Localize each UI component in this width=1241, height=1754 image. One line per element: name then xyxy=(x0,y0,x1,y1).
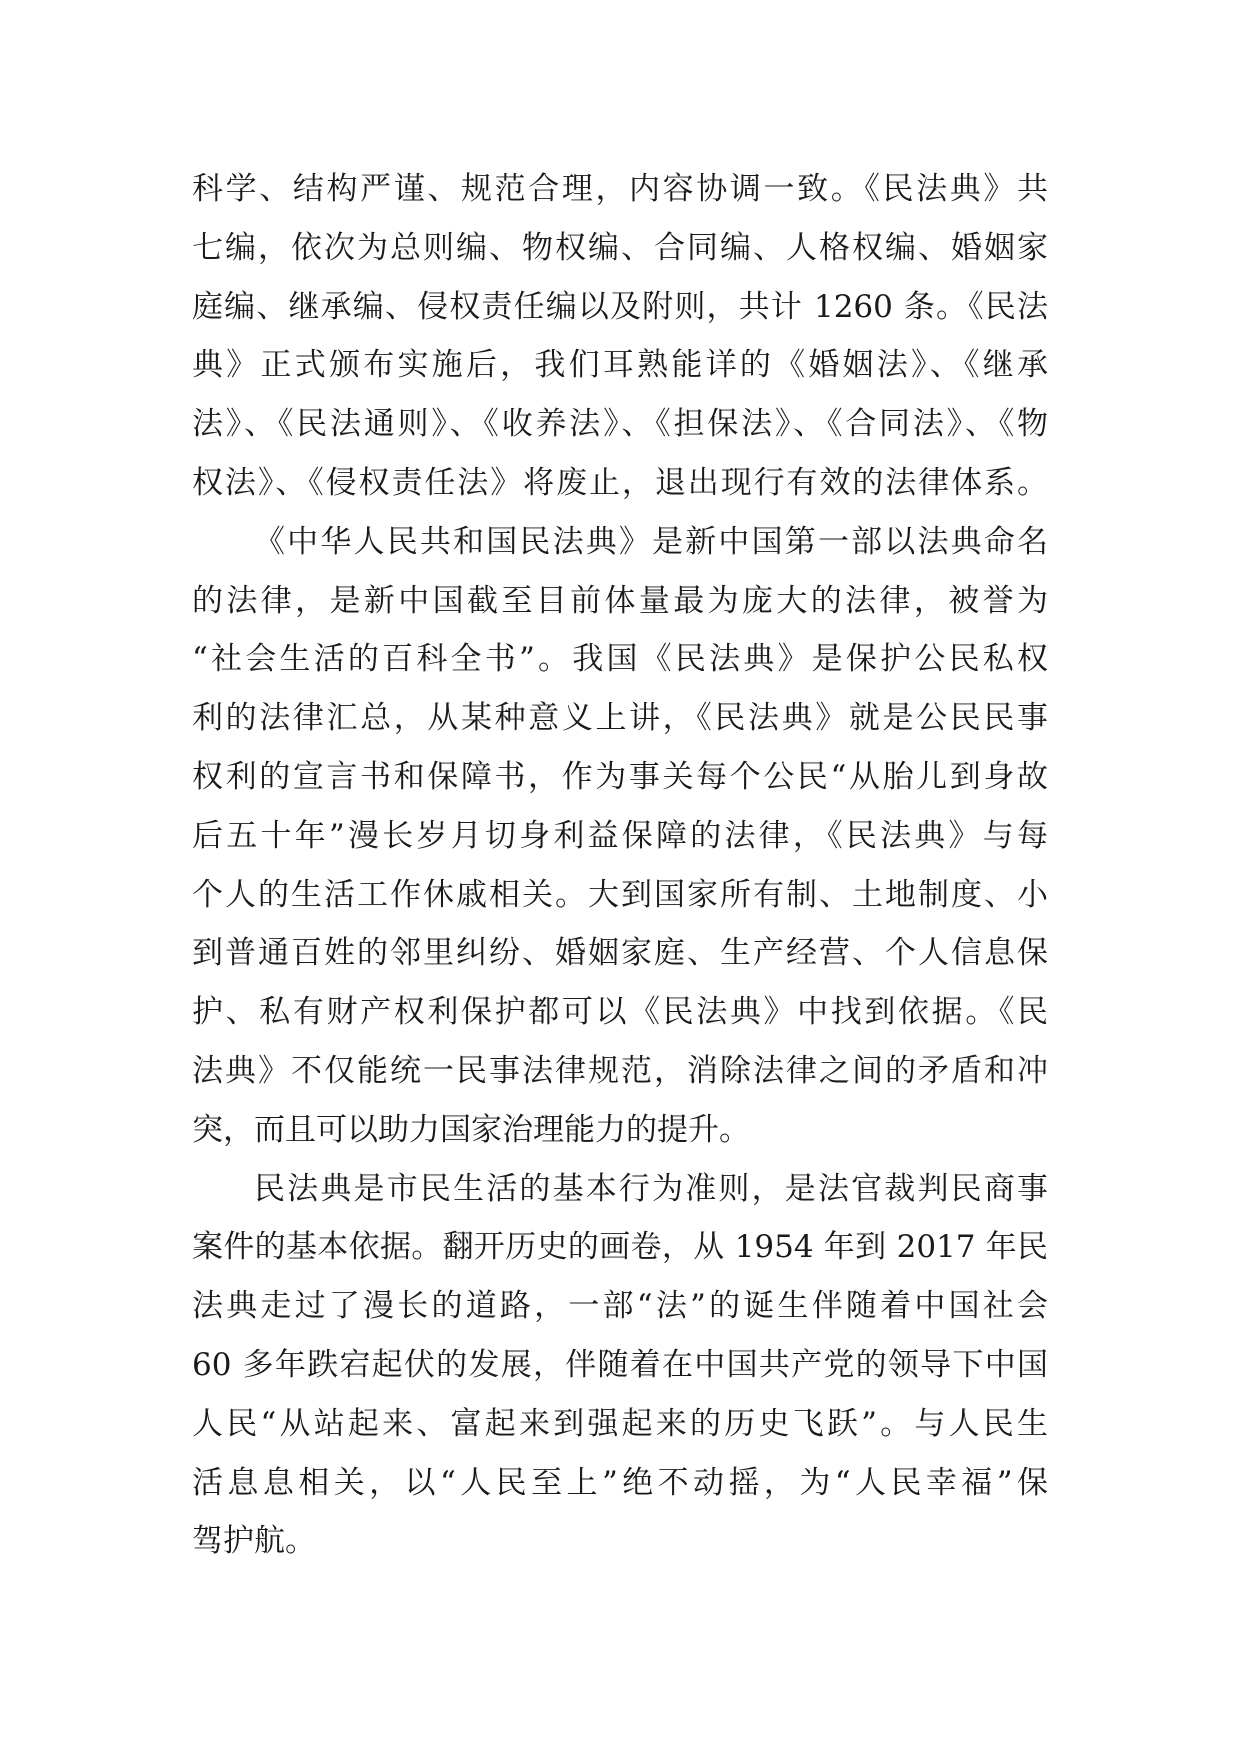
text-line: 科学、结构严谨、规范合理，内容协调一致。《民法典》共 xyxy=(192,171,1048,207)
text-line: 后五十年”漫长岁月切身利益保障的法律，《民法典》与每 xyxy=(192,817,1048,854)
text-line: 案件的基本依据。翻开历史的画卷，从 1954 年到 2017 年民 xyxy=(192,1229,1048,1266)
text-line: 权法》、《侵权责任法》将废止，退出现行有效的法律体系。 xyxy=(192,464,1048,501)
paragraph-1 xyxy=(192,160,1048,513)
text-line: 的法律，是新中国截至目前体量最为庞大的法律，被誉为 xyxy=(192,582,1048,619)
text-line: 法典》不仅能统一民事法律规范，消除法律之间的矛盾和冲 xyxy=(192,1052,1048,1089)
text-line: 庭编、继承编、侵权责任编以及附则，共计 1260 条。《民法 xyxy=(192,288,1048,325)
text-line: “社会生活的百科全书”。我国《民法典》是保护公民私权 xyxy=(192,641,1048,678)
text-line: 法》、《民法通则》、《收养法》、《担保法》、《合同法》、《物 xyxy=(192,406,1048,443)
text-line: 突，而且可以助力国家治理能力的提升。 xyxy=(192,1111,750,1148)
text-line: 60 多年跌宕起伏的发展，伴随着在中国共产党的领导下中国 xyxy=(192,1346,1048,1383)
text-line: 典》正式颁布实施后，我们耳熟能详的《婚姻法》、《继承 xyxy=(192,347,1048,384)
document-body xyxy=(192,160,1048,1571)
paragraph-2 xyxy=(192,513,1048,1160)
text-line: 驾护航。 xyxy=(192,1523,316,1560)
text-line: 活息息相关，以“人民至上”绝不动摇，为“人民幸福”保 xyxy=(192,1464,1048,1501)
text-line: 到普通百姓的邻里纠纷、婚姻家庭、生产经营、个人信息保 xyxy=(192,935,1048,972)
text-line: 护、私有财产权利保护都可以《民法典》中找到依据。《民 xyxy=(192,994,1048,1031)
text-line: 民法典是市民生活的基本行为准则，是法官裁判民商事 xyxy=(254,1170,1048,1207)
paragraph-3 xyxy=(192,1160,1048,1572)
text-line: 《中华人民共和国民法典》是新中国第一部以法典命名 xyxy=(254,523,1048,560)
text-line: 利的法律汇总，从某种意义上讲，《民法典》就是公民民事 xyxy=(192,700,1048,737)
text-line: 人民“从站起来、富起来到强起来的历史飞跃”。与人民生 xyxy=(192,1405,1048,1442)
text-line: 个人的生活工作休戚相关。大到国家所有制、土地制度、小 xyxy=(192,876,1048,913)
text-line: 法典走过了漫长的道路，一部“法”的诞生伴随着中国社会 xyxy=(192,1288,1048,1325)
text-line: 权利的宣言书和保障书，作为事关每个公民“从胎儿到身故 xyxy=(192,758,1048,795)
text-line: 七编，依次为总则编、物权编、合同编、人格权编、婚姻家 xyxy=(192,229,1048,266)
